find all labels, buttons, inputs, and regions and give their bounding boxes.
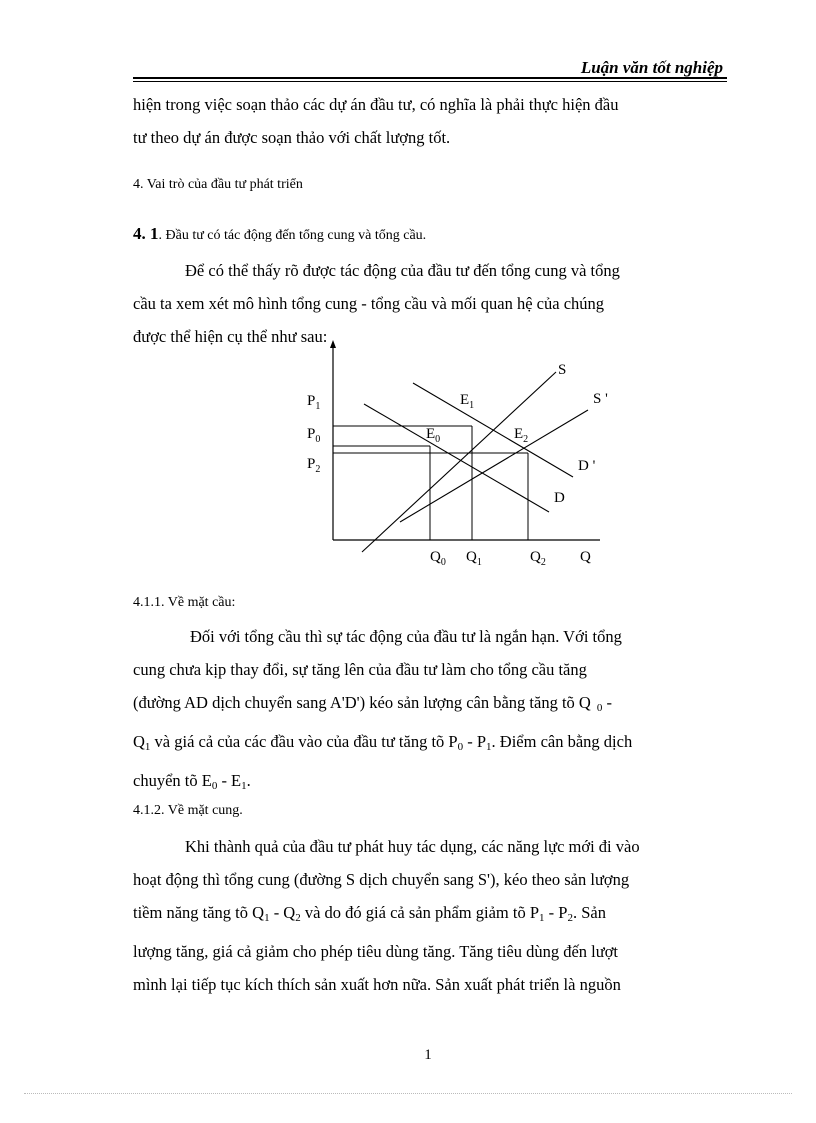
label-E1: $E_1$ [460, 392, 475, 411]
section-4-1-1-heading: 4.1.1. Về mặt cầu: [133, 595, 236, 610]
para412-line-2: hoạt động thì tổng cung (đường S dịch chuyển sang S'), kéo theo sản lượng [133, 870, 630, 889]
paragraph-4-1-2 [133, 830, 718, 1001]
para41-line-2: cầu ta xem xét mô hình tổng cung - tổng cầu và mối quan hệ của chúng [133, 294, 605, 313]
label-S-prime: S ' [593, 391, 608, 407]
para41-line-3: được thể hiện cụ thể như sau: [133, 327, 328, 346]
label-S: S [558, 362, 567, 378]
para412-line-4: lượng tăng, giá cả giảm cho phép tiêu dùng tăng. Tăng tiêu dùng đến lượt [133, 942, 619, 961]
label-D-prime: D ' [578, 458, 596, 474]
tick-Q1: $Q_1$ [466, 549, 482, 568]
section-4-1-2-heading: 4.1.2. Về mặt cung. [133, 803, 243, 818]
header-rule-thin [133, 81, 727, 82]
x-axis-label: Q [580, 549, 591, 565]
footer-dotted-rule [24, 1093, 792, 1094]
paragraph-4-1 [133, 254, 718, 353]
para412-line-1: Khi thành quả của đầu tư phát huy tác dụng, các năng lực mới đi vào [185, 837, 640, 856]
para412-line-3: tiềm năng tăng tõ $Q_1 - Q_2$ và do đó giá cả sản phẩm giảm tõ $P_1 - P_2$. Sản [133, 903, 606, 924]
section-4-heading: 4. Vai trò của đầu tư phát triển [133, 177, 303, 192]
label-E0: $E_0$ [426, 426, 441, 445]
curve-D [364, 404, 549, 512]
header-title: Luận văn tốt nghiệp [580, 58, 723, 77]
para411-line-5: chuyển tõ $E_0 - E_1$. [133, 771, 251, 792]
tick-P2: $P_2$ [307, 456, 321, 475]
tick-Q0: $Q_0$ [430, 549, 446, 568]
curve-D-prime [413, 383, 573, 477]
para41-line-1: Để có thể thấy rõ được tác động của đầu tư đến tổng cung và tổng [185, 261, 620, 280]
curve-S [362, 372, 556, 552]
intro-paragraph [133, 88, 718, 154]
para411-line-1: Đối với tổng cầu thì sự tác động của đầu tư là ngắn hạn. Với tổng [190, 627, 622, 646]
header-rule-thick [133, 77, 727, 79]
supply-demand-chart [300, 340, 630, 575]
section-4-1-heading [133, 224, 426, 244]
para411-line-2: cung chưa kịp thay đổi, sự tăng lên của đầu tư làm cho tổng cầu tăng [133, 660, 587, 679]
intro-line-2: tư theo dự án được soạn thảo với chất lượng tốt. [133, 128, 451, 147]
intro-line-1: hiện trong việc soạn thảo các dự án đầu tư, có nghĩa là phải thực hiện đầu [133, 95, 619, 114]
label-E2: $E_2$ [514, 426, 529, 445]
tick-P0: $P_0$ [307, 426, 321, 445]
section-4-1-title: . Đầu tư có tác động đến tổng cung và tổng cầu. [158, 228, 427, 243]
paragraph-4-1-1 [133, 620, 718, 803]
tick-P1: $P_1$ [307, 393, 321, 412]
para411-line-4: $Q_1$ và giá cả của các đầu vào của đầu tư tăng tõ $P_0 - P_1$. Điểm cân bằng dịch [133, 732, 633, 753]
para411-line-3: (đường AD dịch chuyển sang A'D') kéo sản lượng cân bằng tăng tõ Q $_0$ - [133, 693, 612, 714]
y-axis-arrow [330, 340, 336, 348]
page-number: 1 [424, 1047, 432, 1063]
tick-Q2: $Q_2$ [530, 549, 546, 568]
label-D: D [554, 490, 565, 506]
section-4-1-number: 4. 1 [133, 224, 159, 243]
para412-line-5: mình lại tiếp tục kích thích sản xuất hơn nữa. Sản xuất phát triển là nguồn [133, 975, 621, 994]
page-header [133, 58, 727, 84]
